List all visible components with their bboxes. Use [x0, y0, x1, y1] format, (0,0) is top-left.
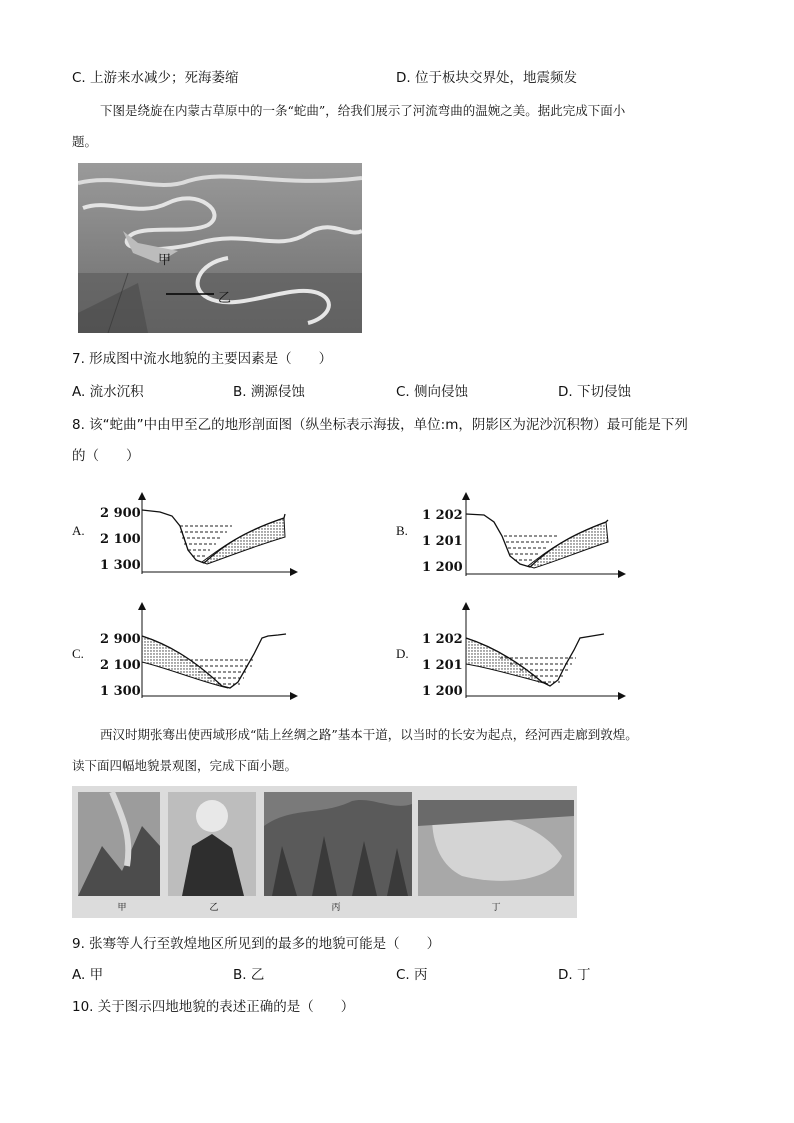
q9-option-b[interactable]: B. 乙 [233, 967, 265, 983]
profile-c-letter: C. [72, 646, 84, 661]
profile-a-tick-mid: 2 100 [100, 532, 141, 547]
profile-c[interactable] [72, 602, 302, 702]
profile-a-tick-top: 2 900 [100, 506, 141, 521]
q7-option-c[interactable]: C. 侧向侵蚀 [396, 384, 469, 400]
profile-b-tick-mid: 1 201 [422, 534, 463, 549]
profile-d[interactable] [396, 602, 626, 702]
intro-paragraph-2-line-2: 读下面四幅地貌景观图，完成下面小题。 [72, 758, 298, 773]
landform-caption-yi: 乙 [209, 903, 219, 913]
meander-aerial-photo [78, 163, 362, 333]
landform-caption-jia: 甲 [117, 903, 127, 913]
profile-c-tick-top: 2 900 [100, 632, 141, 647]
intro-paragraph-1-line-1: 下图是绕旋在内蒙古草原中的一条“蛇曲”，给我们展示了河流弯曲的温婉之美。据此完成下面小 [100, 103, 626, 118]
profile-d-tick-bottom: 1 200 [422, 684, 463, 699]
profile-a-tick-bottom: 1 300 [100, 558, 141, 573]
intro-paragraph-1-line-2: 题。 [72, 134, 98, 149]
q7-option-b[interactable]: B. 溯源侵蚀 [233, 384, 305, 400]
question-8-stem-line-1: 8. 该“蛇曲”中由甲至乙的地形剖面图（纵坐标表示海拔，单位:m，阴影区为泥沙沉积物）最可能是下列 [72, 417, 688, 433]
intro-paragraph-2-line-1: 西汉时期张骞出使西域形成“陆上丝绸之路”基本干道，以当时的长安为起点，经河西走廊到敦煌。 [100, 727, 638, 742]
profile-b-tick-bottom: 1 200 [422, 560, 463, 575]
profile-b[interactable] [396, 492, 626, 582]
question-9-stem: 9. 张骞等人行至敦煌地区所见到的最多的地貌可能是（ ） [72, 936, 441, 952]
label-jia: 甲 [158, 253, 172, 268]
question-8-stem-line-2: 的（ ） [72, 448, 140, 464]
label-yi: 乙 [218, 291, 232, 306]
landform-caption-ding: 丁 [491, 903, 501, 913]
profile-b-letter: B. [396, 523, 408, 538]
question-7-stem: 7. 形成图中流水地貌的主要因素是（ ） [72, 351, 333, 367]
profile-d-tick-mid: 1 201 [422, 658, 463, 673]
q9-option-a[interactable]: A. 甲 [72, 967, 104, 983]
profile-c-tick-mid: 2 100 [100, 658, 141, 673]
profile-a-letter: A. [72, 523, 85, 538]
landform-photo-strip [72, 786, 577, 918]
q7-option-d[interactable]: D. 下切侵蚀 [558, 384, 631, 400]
profile-b-tick-top: 1 202 [422, 508, 463, 523]
q7-option-a[interactable]: A. 流水沉积 [72, 384, 144, 400]
question-10-stem: 10. 关于图示四地地貌的表述正确的是（ ） [72, 999, 355, 1015]
profile-c-tick-bottom: 1 300 [100, 684, 141, 699]
profile-d-letter: D. [396, 646, 409, 661]
q6-option-c[interactable]: C. 上游来水减少；死海萎缩 [72, 70, 239, 86]
landform-caption-bing: 丙 [331, 903, 341, 913]
q6-option-d[interactable]: D. 位于板块交界处，地震频发 [396, 70, 577, 86]
q9-option-d[interactable]: D. 丁 [558, 967, 591, 983]
profile-d-tick-top: 1 202 [422, 632, 463, 647]
q9-option-c[interactable]: C. 丙 [396, 967, 428, 983]
profile-a[interactable] [72, 492, 302, 582]
